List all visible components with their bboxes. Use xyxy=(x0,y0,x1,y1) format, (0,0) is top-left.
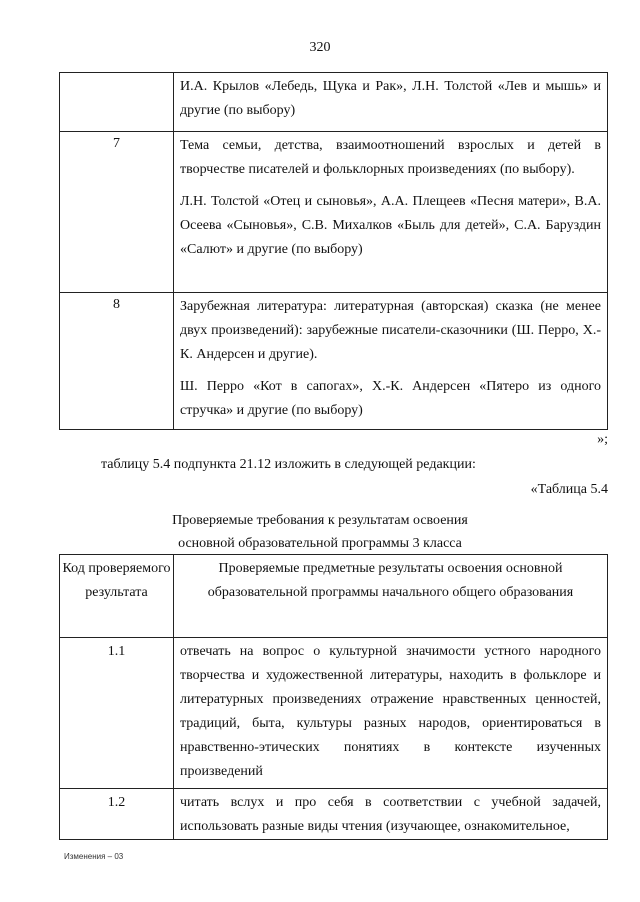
literature-content-table xyxy=(59,72,608,430)
row-paragraph: И.А. Крылов «Лебедь, Щука и Рак», Л.Н. Толстой «Лев и мышь» и другие (по выбору) xyxy=(180,79,601,118)
table-header-row xyxy=(60,555,608,638)
row-paragraph: Тема семьи, детства, взаимоотношений взрослых и детей в творчестве писателей и фольклорных произведениях (по выбору). xyxy=(180,138,601,177)
row-number: 7 xyxy=(60,132,174,293)
footer-revision: Изменения – 03 xyxy=(64,852,124,861)
row-number xyxy=(60,73,174,132)
row-content xyxy=(174,73,608,132)
result-text: читать вслух и про себя в соответствии с учебной задачей, использовать разные виды чтения (изучающее, ознакомительное, xyxy=(174,789,608,840)
table-row xyxy=(60,73,608,132)
header-results: Проверяемые предметные результаты освоения основной образовательной программы начального общего образования xyxy=(174,555,608,638)
row-paragraph: Зарубежная литература: литературная (авторская) сказка (не менее двух произведений): зарубежные писатели-сказочники (Ш. Перро, Х.-К. Андерсен и другие). xyxy=(180,299,601,362)
row-content xyxy=(174,293,608,430)
results-table xyxy=(59,554,608,840)
table-label: «Таблица 5.4 xyxy=(530,482,608,497)
row-number: 8 xyxy=(60,293,174,430)
table-caption xyxy=(0,509,640,555)
amendment-instruction: таблицу 5.4 подпункта 21.12 изложить в следующей редакции: xyxy=(101,457,476,472)
table-row xyxy=(60,638,608,789)
caption-line: основной образовательной программы 3 класса xyxy=(178,536,462,551)
row-content xyxy=(174,132,608,293)
result-code: 1.1 xyxy=(60,638,174,789)
row-paragraph: Л.Н. Толстой «Отец и сыновья», А.А. Плещеев «Песня матери», В.А. Осеева «Сыновья», С.В. Михалков «Быль для детей», С.А. Баруздин «Салют» и другие (по выбору) xyxy=(180,194,601,257)
table-row xyxy=(60,293,608,430)
caption-line: Проверяемые требования к результатам освоения xyxy=(172,513,468,528)
header-code: Код проверяемого результата xyxy=(60,555,174,638)
row-paragraph: Ш. Перро «Кот в сапогах», Х.-К. Андерсен «Пятеро из одного стручка» и другие (по выбору) xyxy=(180,379,601,418)
page-number: 320 xyxy=(309,40,331,55)
closing-quote-mark: »; xyxy=(597,432,608,447)
table-row xyxy=(60,132,608,293)
result-code: 1.2 xyxy=(60,789,174,840)
result-text: отвечать на вопрос о культурной значимости устного народного творчества и художественной литературы, находить в фольклоре и литературных произведениях отражение нравственных ценностей, традиций, быта, культуры разных народов, ориентироваться в нравственно-этических понятиях в контексте изученных произведений xyxy=(174,638,608,789)
table-row xyxy=(60,789,608,840)
